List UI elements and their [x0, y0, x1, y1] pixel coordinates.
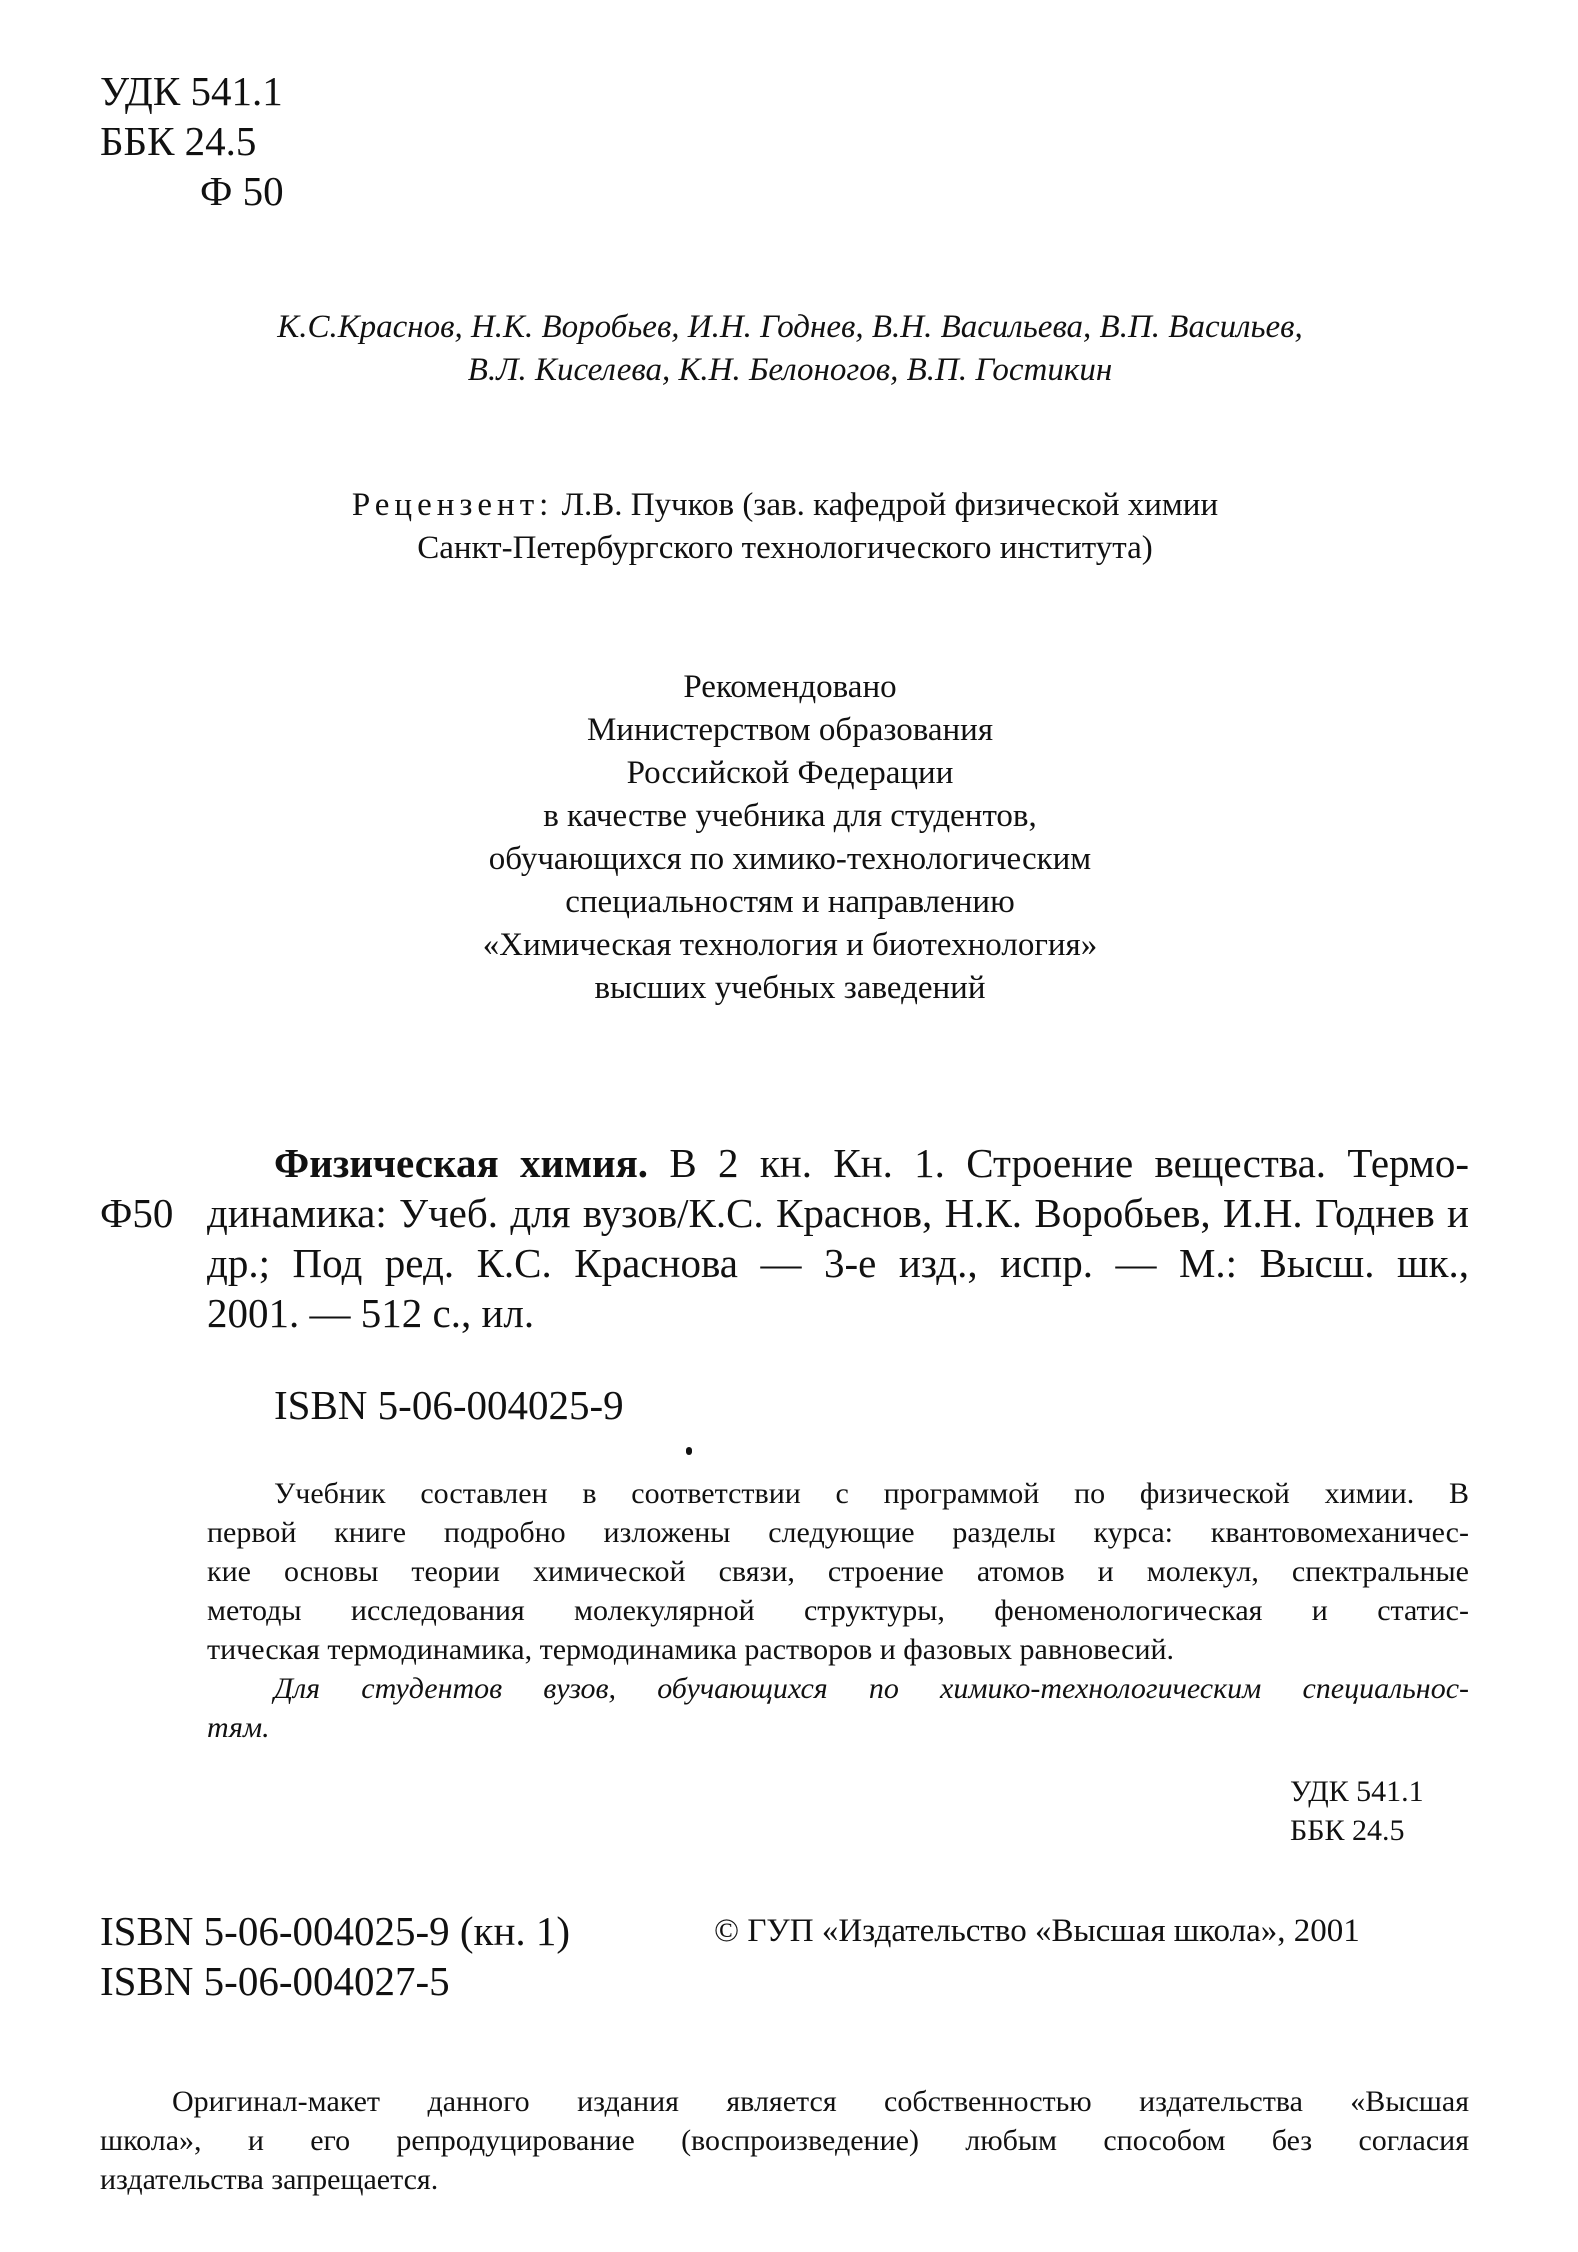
catalog-line-3: др.; Под ред. К.С. Краснова — 3-е изд., испр. — М.: Высш. шк.,	[207, 1240, 1469, 1286]
audience-line-2: тям.	[207, 1711, 270, 1744]
authors-line-1: К.С.Краснов, Н.К. Воробьев, И.Н. Годнев, В.Н. Васильева, В.П. Васильев,	[277, 309, 1303, 345]
footer-udk: УДК 541.1	[1290, 1775, 1424, 1808]
print-dot	[686, 1447, 692, 1455]
isbn-block	[100, 1906, 570, 2006]
recommendation-line: Российской Федерации	[626, 755, 954, 791]
copyright-notice	[100, 2082, 1469, 2199]
copyright: © ГУП «Издательство «Высшая школа», 2001	[714, 1913, 1360, 1949]
authors-block	[180, 306, 1400, 392]
recommendation-block	[340, 666, 1240, 1010]
footer-codes	[1290, 1772, 1424, 1850]
abstract-line: Учебник составлен в соответствии с программой по физической химии. В	[274, 1477, 1469, 1510]
udk-code: УДК 541.1	[100, 68, 283, 114]
recommendation-line: в качестве учебника для студентов,	[543, 798, 1037, 834]
catalog-line-2: динамика: Учеб. для вузов/К.С. Краснов, Н.К. Воробьев, И.Н. Годнев и	[207, 1190, 1469, 1236]
recommendation-line: Рекомендовано	[683, 669, 897, 705]
bbk-code: ББК 24.5	[100, 118, 257, 164]
recommendation-line: специальностям и направлению	[565, 884, 1015, 920]
abstract-line: кие основы теории химической связи, строение атомов и молекул, спектральные	[207, 1555, 1469, 1588]
catalog-line-4: 2001. — 512 с., ил.	[207, 1290, 535, 1336]
footer-bbk: ББК 24.5	[1290, 1814, 1405, 1847]
audience-line-1: Для студентов вузов, обучающихся по химико-технологическим специальнос-	[274, 1672, 1469, 1705]
reviewer-block	[260, 484, 1310, 570]
recommendation-line: Министерством образования	[586, 712, 994, 748]
authors-line-2: В.Л. Киселева, К.Н. Белоногов, В.П. Гостикин	[467, 352, 1113, 388]
catalog-line-1: Физическая химия. В 2 кн. Кн. 1. Строение вещества. Термо-	[274, 1140, 1469, 1186]
recommendation-line: обучающихся по химико-технологическим	[488, 841, 1092, 877]
catalog-entry	[207, 1138, 1469, 1338]
notice-line: школа», и его репродуцирование (воспроизведение) любым способом без согласия	[100, 2124, 1469, 2157]
reviewer-line-2: Санкт-Петербургского технологического института)	[417, 530, 1153, 566]
isbn-volume: ISBN 5-06-004025-9 (кн. 1)	[100, 1908, 571, 1954]
abstract-line: методы исследования молекулярной структуры, феноменологическая и статис-	[207, 1594, 1469, 1627]
author-mark: Ф 50	[200, 168, 284, 214]
reviewer-line-1	[260, 484, 1310, 527]
classification-block	[100, 66, 284, 216]
catalog-side-code: Ф50	[100, 1190, 174, 1236]
abstract-line: тическая термодинамика, термодинамика растворов и фазовых равновесий.	[207, 1633, 1175, 1666]
recommendation-line: «Химическая технология и биотехнология»	[482, 927, 1098, 963]
recommendation-line: высших учебных заведений	[594, 970, 986, 1006]
abstract-block	[207, 1474, 1469, 1747]
abstract-line: первой книге подробно изложены следующие разделы курса: квантовомеханичес-	[207, 1516, 1469, 1549]
notice-line: Оригинал-макет данного издания является собственностью издательства «Высшая	[172, 2085, 1469, 2118]
isbn-set: ISBN 5-06-004027-5	[100, 1958, 450, 2004]
reviewer-name: Л.В. Пучков (зав. кафедрой физической химии	[561, 487, 1219, 523]
notice-line: издательства запрещается.	[100, 2163, 439, 2196]
reviewer-label: Рецензент:	[351, 487, 554, 523]
book-title: Физическая химия.	[274, 1140, 649, 1186]
catalog-isbn: ISBN 5-06-004025-9	[274, 1382, 624, 1428]
